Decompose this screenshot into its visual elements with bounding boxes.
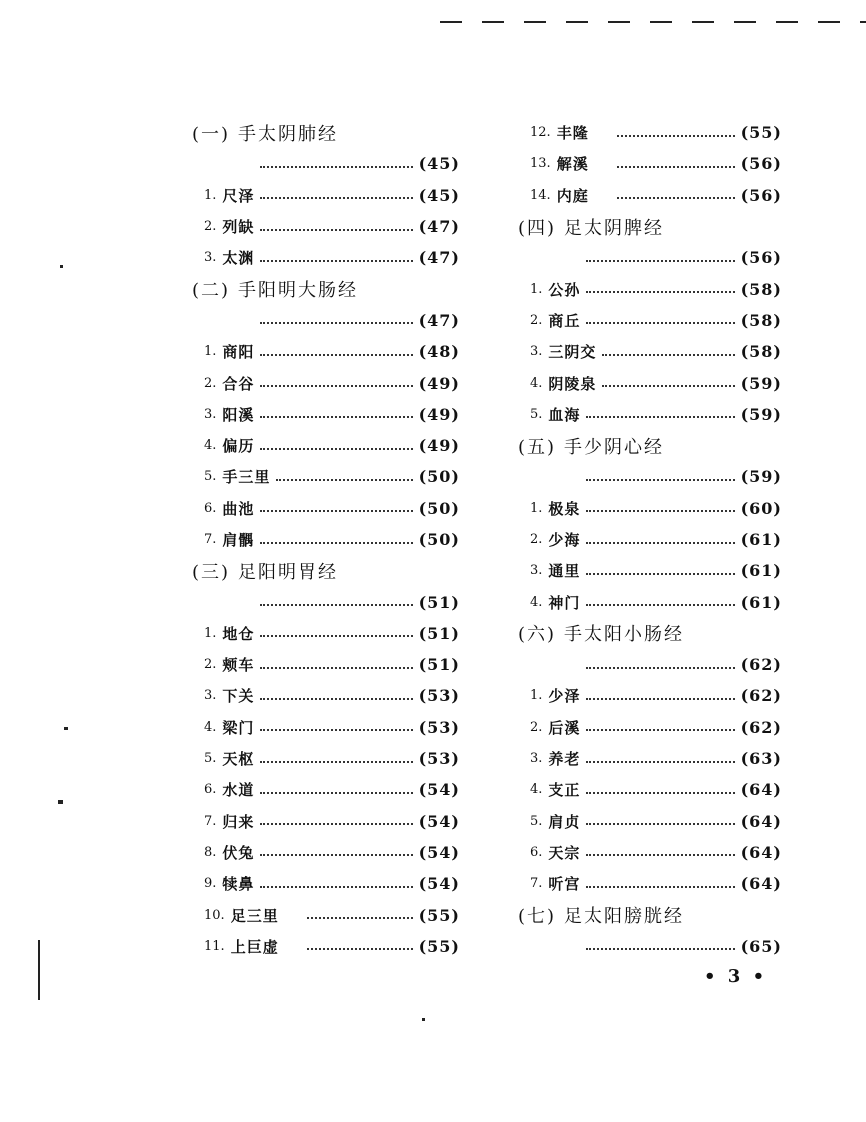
dot-leader xyxy=(276,479,412,481)
page-reference: (54) xyxy=(418,874,460,894)
entry-number: 3. xyxy=(530,563,543,579)
page-reference: (65) xyxy=(740,936,782,956)
section-heading xyxy=(192,117,460,148)
entry-number: 2. xyxy=(530,312,543,328)
entry-number: 4. xyxy=(204,438,217,454)
dot-leader xyxy=(586,573,734,575)
section-number: (五) xyxy=(518,436,557,458)
entry-name: 犊鼻 xyxy=(222,875,255,894)
dot-leader xyxy=(617,166,735,168)
entry-number: 2. xyxy=(204,219,217,235)
entry-name: 商丘 xyxy=(548,311,581,330)
page-reference: (53) xyxy=(418,717,460,737)
entry-name: 列缺 xyxy=(222,218,255,237)
section-heading xyxy=(192,273,460,304)
toc-entry xyxy=(192,180,460,211)
scan-speck xyxy=(422,1018,425,1021)
section-heading xyxy=(518,618,782,649)
toc-entry xyxy=(192,899,460,930)
entry-number: 10. xyxy=(204,907,225,923)
dot-leader xyxy=(586,948,735,950)
toc-entry xyxy=(518,367,782,398)
dot-leader xyxy=(307,917,413,919)
section-title: 足太阴脾经 xyxy=(564,217,665,239)
entry-name: 手三里 xyxy=(222,468,271,487)
page-reference: (61) xyxy=(740,561,782,581)
entry-name: 听宫 xyxy=(548,875,581,894)
dot-leader xyxy=(260,761,412,763)
section-page-line xyxy=(518,461,782,492)
entry-number: 6. xyxy=(204,782,217,798)
entry-name: 商阳 xyxy=(222,343,255,362)
entry-number: 4. xyxy=(530,375,543,391)
entry-number: 4. xyxy=(530,594,543,610)
page-reference: (47) xyxy=(418,217,460,237)
entry-name: 支正 xyxy=(548,781,581,800)
entry-name: 内庭 xyxy=(556,186,589,205)
page-reference: (49) xyxy=(418,404,460,424)
entry-number: 3. xyxy=(530,344,543,360)
dot-leader xyxy=(260,354,412,356)
page-reference: (64) xyxy=(740,780,782,800)
section-page-line xyxy=(518,931,782,962)
page-reference: (62) xyxy=(740,717,782,737)
entry-name: 后溪 xyxy=(548,718,581,737)
entry-number: 3. xyxy=(530,751,543,767)
dot-leader xyxy=(586,667,735,669)
dot-leader xyxy=(260,667,412,669)
section-number: (三) xyxy=(192,561,231,583)
dot-leader xyxy=(586,792,734,794)
page-reference: (48) xyxy=(418,342,460,362)
section-title: 手阳明大肠经 xyxy=(238,280,359,302)
entry-name: 肩贞 xyxy=(548,812,581,831)
dot-leader xyxy=(586,886,734,888)
page-reference: (47) xyxy=(418,248,460,268)
entry-name: 解溪 xyxy=(556,155,589,174)
section-number: (四) xyxy=(518,217,557,239)
entry-number: 13. xyxy=(530,156,551,172)
entry-number: 2. xyxy=(530,532,543,547)
entry-name: 梁门 xyxy=(222,718,255,737)
section-number: (六) xyxy=(518,624,557,646)
dot-leader xyxy=(260,729,412,731)
toc-entry xyxy=(192,743,460,774)
toc-entry xyxy=(518,555,782,586)
dot-leader xyxy=(307,948,413,950)
entry-name: 肩髃 xyxy=(222,531,255,549)
page-reference: (51) xyxy=(418,655,460,675)
dot-leader xyxy=(260,510,412,512)
dot-leader xyxy=(586,260,735,262)
entry-name: 神门 xyxy=(548,593,581,612)
entry-name: 尺泽 xyxy=(222,186,255,205)
page-reference: (58) xyxy=(740,310,782,330)
toc-entry xyxy=(518,117,782,148)
dot-leader xyxy=(586,416,734,418)
section-title: 手太阳小肠经 xyxy=(564,624,685,646)
entry-number: 7. xyxy=(204,532,217,547)
toc-entry xyxy=(192,493,460,524)
section-number: (七) xyxy=(518,906,557,928)
dot-leader xyxy=(617,197,735,199)
page-reference: (53) xyxy=(418,686,460,706)
entry-name: 阳溪 xyxy=(222,405,255,424)
entry-name: 丰隆 xyxy=(556,124,589,143)
toc-entry xyxy=(518,806,782,837)
entry-name: 合谷 xyxy=(222,374,255,393)
entry-number: 1. xyxy=(530,281,543,297)
dot-leader xyxy=(260,322,413,324)
entry-name: 曲池 xyxy=(222,499,255,518)
section-page-line xyxy=(518,649,782,680)
entry-number: 5. xyxy=(204,469,217,485)
page-reference: (55) xyxy=(418,905,460,925)
entry-number: 2. xyxy=(530,719,543,735)
toc-entry xyxy=(192,712,460,743)
dot-leader xyxy=(260,854,412,856)
page-reference: (59) xyxy=(740,467,782,487)
section-heading xyxy=(518,211,782,242)
entry-number: 2. xyxy=(204,375,217,391)
entry-number: 5. xyxy=(530,406,543,422)
entry-number: 7. xyxy=(530,876,543,892)
toc-entry xyxy=(192,774,460,805)
entry-number: 14. xyxy=(530,187,551,203)
entry-number: 6. xyxy=(204,500,217,516)
entry-name: 颊车 xyxy=(222,656,255,675)
toc-entry xyxy=(518,743,782,774)
entry-name: 三阴交 xyxy=(548,343,597,362)
page-reference: (50) xyxy=(418,530,460,549)
entry-name: 下关 xyxy=(222,687,255,706)
entry-name: 地仓 xyxy=(222,624,255,643)
toc-entry xyxy=(518,148,782,179)
dot-leader xyxy=(586,823,734,825)
page-reference: (58) xyxy=(740,342,782,362)
section-page-line xyxy=(192,305,460,336)
page-reference: (45) xyxy=(418,154,460,174)
page-reference: (59) xyxy=(740,373,782,393)
dot-leader xyxy=(260,166,413,168)
page-reference: (45) xyxy=(418,185,460,205)
dot-leader xyxy=(260,229,412,231)
section-number: (一) xyxy=(192,123,231,145)
section-page-line xyxy=(518,242,782,273)
section-heading xyxy=(518,899,782,930)
entry-name: 血海 xyxy=(548,405,581,424)
dot-leader xyxy=(586,729,734,731)
toc-entry xyxy=(518,305,782,336)
entry-name: 少海 xyxy=(548,531,581,549)
page-reference: (64) xyxy=(740,842,782,862)
toc-entry xyxy=(192,806,460,837)
toc-entry xyxy=(518,180,782,211)
dot-leader xyxy=(260,260,412,262)
dot-leader xyxy=(586,510,734,512)
entry-number: 1. xyxy=(204,344,217,360)
entry-number: 1. xyxy=(530,688,543,704)
toc-entry xyxy=(192,680,460,711)
page-reference: (63) xyxy=(740,749,782,769)
toc-entry xyxy=(192,931,460,962)
page-reference: (64) xyxy=(740,874,782,894)
toc-entry xyxy=(518,336,782,367)
page-reference: (50) xyxy=(418,498,460,518)
page-reference: (51) xyxy=(418,592,460,612)
page-reference: (49) xyxy=(418,436,460,456)
dot-leader xyxy=(260,197,412,199)
dot-leader xyxy=(617,135,735,137)
dot-leader xyxy=(602,385,734,387)
toc-entry xyxy=(192,524,460,555)
toc-entry xyxy=(192,618,460,649)
page-reference: (51) xyxy=(418,623,460,643)
section-title: 足太阳膀胱经 xyxy=(564,906,685,928)
page-reference: (54) xyxy=(418,842,460,862)
toc-entry xyxy=(192,211,460,242)
dot-leader xyxy=(260,698,412,700)
section-page-line xyxy=(192,148,460,179)
entry-name: 天枢 xyxy=(222,750,255,769)
page-reference: (54) xyxy=(418,811,460,831)
entry-name: 太渊 xyxy=(222,249,255,268)
scan-speck xyxy=(60,265,63,268)
dot-leader xyxy=(260,385,412,387)
page-reference: (53) xyxy=(418,749,460,769)
page-number: • 3 • xyxy=(704,966,768,987)
entry-name: 天宗 xyxy=(548,843,581,862)
entry-name: 偏历 xyxy=(222,437,255,456)
dot-leader xyxy=(602,354,734,356)
entry-name: 上巨虚 xyxy=(230,937,279,956)
dot-leader xyxy=(586,698,734,700)
dot-leader xyxy=(260,416,412,418)
dot-leader xyxy=(586,291,734,293)
dot-leader xyxy=(260,792,412,794)
entry-number: 1. xyxy=(530,500,543,516)
scan-edge-line xyxy=(38,940,40,1000)
page-reference: (60) xyxy=(740,498,782,518)
entry-number: 3. xyxy=(204,688,217,704)
entry-number: 1. xyxy=(204,625,217,641)
toc-entry xyxy=(518,837,782,868)
entry-number: 3. xyxy=(204,406,217,422)
entry-name: 归来 xyxy=(222,812,255,831)
toc-entry xyxy=(192,430,460,461)
entry-name: 公孙 xyxy=(548,280,581,299)
page-reference: (55) xyxy=(740,123,782,143)
entry-name: 阴陵泉 xyxy=(548,374,597,393)
toc-right-column xyxy=(518,117,782,962)
toc-entry xyxy=(192,367,460,398)
toc-entry xyxy=(192,461,460,492)
toc-entry xyxy=(518,586,782,617)
dot-leader xyxy=(586,479,735,481)
entry-number: 11. xyxy=(204,938,225,954)
page-reference: (61) xyxy=(740,592,782,612)
dot-leader xyxy=(586,604,734,606)
section-heading xyxy=(192,555,460,586)
dot-leader xyxy=(260,823,412,825)
dot-leader xyxy=(260,448,412,450)
entry-name: 伏兔 xyxy=(222,843,255,862)
dot-leader xyxy=(260,604,413,606)
page-reference: (47) xyxy=(418,310,460,330)
page-reference: (59) xyxy=(740,404,782,424)
dot-leader xyxy=(260,886,412,888)
section-number: (二) xyxy=(192,280,231,302)
page-reference: (61) xyxy=(740,530,782,549)
toc-entry xyxy=(518,774,782,805)
toc-left-column xyxy=(192,117,460,962)
entry-number: 9. xyxy=(204,876,217,892)
page-reference: (55) xyxy=(418,936,460,956)
toc-entry xyxy=(192,837,460,868)
page-reference: (54) xyxy=(418,780,460,800)
toc-entry xyxy=(192,336,460,367)
page-reference: (50) xyxy=(418,467,460,487)
entry-name: 养老 xyxy=(548,750,581,769)
page-reference: (56) xyxy=(740,248,782,268)
entry-name: 足三里 xyxy=(230,906,279,925)
page-reference: (56) xyxy=(740,154,782,174)
toc-entry xyxy=(518,493,782,524)
entry-name: 通里 xyxy=(548,562,581,581)
entry-number: 12. xyxy=(530,125,551,141)
section-heading xyxy=(518,430,782,461)
toc-entry xyxy=(518,524,782,555)
toc-entry xyxy=(518,399,782,430)
dot-leader xyxy=(586,322,734,324)
toc-entry xyxy=(518,712,782,743)
scan-speck xyxy=(64,727,68,730)
section-title: 足阳明胃经 xyxy=(238,561,339,583)
toc-entry xyxy=(192,868,460,899)
entry-number: 8. xyxy=(204,844,217,860)
toc-entry xyxy=(518,680,782,711)
toc-entry xyxy=(518,273,782,304)
dot-leader xyxy=(586,761,734,763)
entry-number: 7. xyxy=(204,813,217,829)
toc-entry xyxy=(518,868,782,899)
dot-leader xyxy=(260,542,412,544)
header-rule xyxy=(440,21,866,23)
entry-number: 1. xyxy=(204,187,217,203)
toc-entry xyxy=(192,649,460,680)
page-reference: (62) xyxy=(740,655,782,675)
entry-number: 4. xyxy=(530,782,543,798)
scan-speck xyxy=(58,800,63,804)
dot-leader xyxy=(586,542,734,544)
entry-name: 少泽 xyxy=(548,687,581,706)
entry-number: 3. xyxy=(204,250,217,266)
page-reference: (49) xyxy=(418,373,460,393)
toc-entry xyxy=(192,242,460,273)
page-reference: (56) xyxy=(740,185,782,205)
section-title: 手太阴肺经 xyxy=(238,123,339,145)
page-reference: (58) xyxy=(740,279,782,299)
entry-number: 5. xyxy=(204,751,217,767)
entry-number: 2. xyxy=(204,657,217,673)
entry-name: 水道 xyxy=(222,781,255,800)
page-reference: (64) xyxy=(740,811,782,831)
entry-number: 5. xyxy=(530,813,543,829)
section-title: 手少阴心经 xyxy=(564,436,665,458)
toc-entry xyxy=(192,399,460,430)
entry-name: 极泉 xyxy=(548,499,581,518)
entry-number: 4. xyxy=(204,719,217,735)
entry-number: 6. xyxy=(530,844,543,860)
page-reference: (62) xyxy=(740,686,782,706)
dot-leader xyxy=(586,854,734,856)
section-page-line xyxy=(192,586,460,617)
dot-leader xyxy=(260,635,412,637)
